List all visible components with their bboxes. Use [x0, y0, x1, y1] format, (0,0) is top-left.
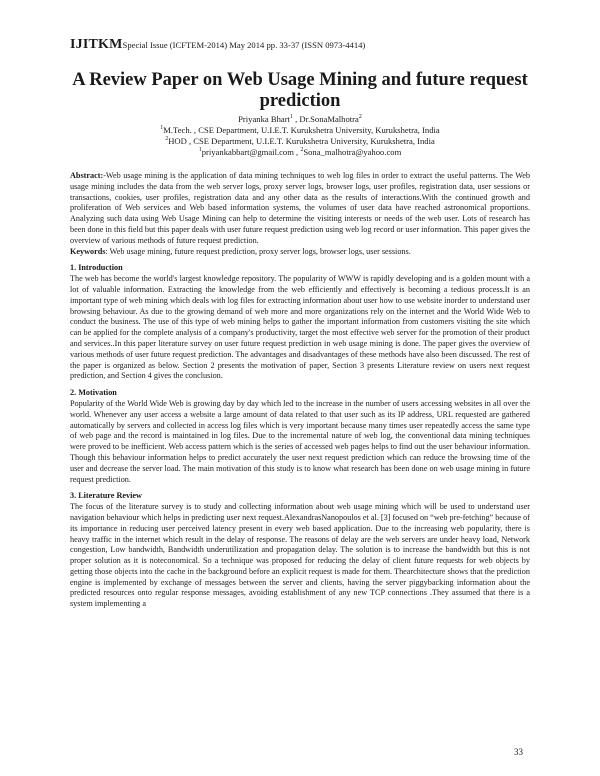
section-text: The focus of the literature survey is to study and collecting information about web usage mining which will be used to understand user navigation behaviour which helps in predicting user next request.AlexandrasNanopoulos et al. [3] focused on “web pre-fetching” because of its importance in reducing user perceived latency present in every web based application. Due to the increasing web popularity, there is heavy traffic in the internet which result in the delay of response. The reasons of delay are the web servers are under heavy load, Network congestion, Low bandwidth, Bandwidth underutilization and propagation delay. The solution is to increase the bandwidth but this is not proper solution as it is noteconomical. So a technique was proposed for reducing the delay of client future requests for web objects by getting those objects into the cache in the background before an explicit request is made for them. Thearchitecture shows that the prediction engine is implemented by exchange of messages between the server and clients, having the server piggybacking information about the predicted resources onto regular response messages, avoiding establishment of any new TCP connections .They assumed that there is a system implementing a	[70, 502, 530, 609]
page-number: 33	[514, 747, 523, 757]
running-header	[70, 37, 365, 53]
section-text: Popularity of the World Wide Web is growing day by day which led to the increase in the number of users accessing websites in all over the world. Whenever any user access a website a large amount of data related to that user such as its IP address, URL requested are gathered automatically by servers and collected in access log files which is very important because many times user repeatedly access the same type of web page and the record is maintained in log files. Due to the incremental nature of web log, the conventional data mining techniques were proved to be inefficient. Web access pattern which is the series of accessed web pages helps to find out the user behaviour information. Though this behaviour information helps to predict accurately the user next request prediction which can reduce the browsing time of the user and decrease the server load. The main motivation of this study is to know what research has been done on web usage mining in future request prediction.	[70, 398, 530, 484]
email-2-marker: 2	[300, 147, 304, 154]
issue-info: Special Issue (ICFTEM-2014) May 2014 pp. 33-37 (ISSN 0973-4414)	[122, 40, 366, 50]
abstract-text: -Web usage mining is the application of data mining techniques to web log files in order to extract the useful patterns. The Web usage mining includes the data from the web server logs, proxy server logs, browser logs, user profiles, registration data, user sessions or transactions, cookies, user profiles, registration data and any other data as the results of interactions.With the continued growth and proliferation of Web services and Web based information systems, the volumes of user data have reached astronomical proportions. Analyzing such data using Web Usage Mining can help to determine the visiting interests or needs of the web user. Lots of research has been done in this field but this paper deals with user future request prediction using web log record or user information. This paper gives the overview of various methods of future request prediction.	[70, 171, 530, 245]
author-1-name: Priyanka Bhart	[238, 114, 290, 124]
email-2: Sona_malhotra@yahoo.com	[303, 147, 402, 157]
section-heading: 2. Motivation	[70, 388, 117, 398]
email-1-marker: 1	[198, 147, 202, 154]
abstract-label: Abstract:	[70, 171, 104, 180]
section-text: The web has become the world's largest knowledge repository. The popularity of WWW is rapidly developing and is a golden mount with a lot of valuable information. Extracting the knowledge from the web efficiently and effectively is becoming a tedious process.It is an important type of web mining which deals with log files for extracting information about user how to use website inorder to understand user browsing behaviour. As due to the growing demand of web more and more organizations rely on the internet and the World Wide Web to conduct the business. The use of this type of web mining helps to gather the important information from customers visiting the site which can be applied for the complete analysis of a company's productivity, target the most effective web server for the promotion of their product and services..In this paper literature survey on user future request prediction in web usage mining is done. The paper gives the overview of various methods of user future request prediction. The advantages and disadvantages of these methods have also been discussed. The rest of the paper is organized as below. Section 2 presents the motivation of paper, Section 3 presents Literature review on users next request prediction, and Section 4 gives the conclusion.	[70, 274, 530, 381]
keywords-text: : Web usage mining, future request prediction, proxy server logs, browser logs, user sessions.	[105, 246, 411, 256]
affiliation-2	[60, 136, 540, 147]
keywords	[70, 247, 530, 258]
section-heading: 3. Literature Review	[70, 491, 142, 501]
abstract	[70, 171, 530, 247]
author-emails	[60, 147, 540, 158]
affiliation-2-marker: 2	[165, 136, 169, 143]
email-1: priyankabbart@gmail.com	[201, 147, 294, 157]
author-names	[60, 114, 540, 125]
affiliation-1	[60, 125, 540, 136]
section-literature-review	[70, 491, 530, 610]
email-separator: ,	[293, 147, 301, 157]
author-separator: ,	[292, 114, 300, 124]
author-2-marker: 2	[358, 114, 362, 121]
affiliation-1-marker: 1	[160, 125, 164, 132]
journal-name: IJITKM	[70, 37, 123, 52]
keywords-label: Keywords	[70, 246, 106, 256]
paper-title: A Review Paper on Web Usage Mining and future request prediction	[72, 70, 528, 111]
section-motivation	[70, 388, 530, 485]
section-introduction	[70, 263, 530, 382]
author-block	[60, 114, 540, 158]
section-heading: 1. Introduction	[70, 263, 123, 273]
author-1-marker: 1	[289, 114, 293, 121]
paper-body	[70, 171, 530, 616]
author-2-name: Dr.SonaMalhotra	[299, 114, 359, 124]
affiliation-1-text: M.Tech. , CSE Department, U.I.E.T. Kurukshetra University, Kurukshetra, India	[163, 125, 440, 135]
affiliation-2-text: HOD , CSE Department, U.I.E.T. Kurukshetra University, Kurukshetra, India	[168, 136, 435, 146]
